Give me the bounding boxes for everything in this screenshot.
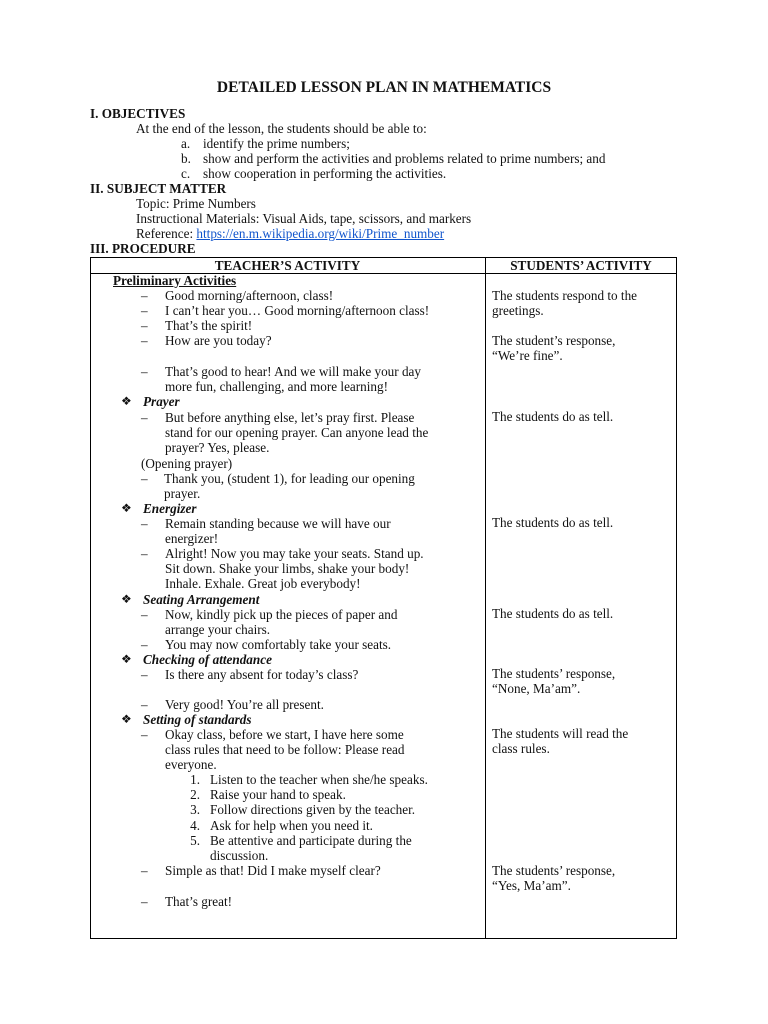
- objective-item-a: identify the prime numbers;: [203, 136, 350, 151]
- teacher-line: Very good! You’re all present.: [165, 697, 324, 712]
- students-activity-header: STUDENTS’ ACTIVITY: [510, 258, 652, 273]
- diamond-bullet-icon: ❖: [121, 592, 132, 606]
- rule-number: 1.: [190, 772, 200, 787]
- rule-text: Raise your hand to speak.: [210, 787, 346, 802]
- diamond-bullet-icon: ❖: [121, 652, 132, 666]
- subject-matter-heading: II. SUBJECT MATTER: [90, 181, 227, 196]
- teacher-line: But before anything else, let’s pray first. Please: [165, 410, 415, 425]
- student-line: greetings.: [492, 303, 544, 318]
- rule-text-continued: discussion.: [210, 848, 269, 863]
- student-line: The students’ response,: [492, 666, 616, 681]
- rule-number: 4.: [190, 818, 200, 833]
- teacher-line: prayer.: [164, 486, 201, 501]
- teacher-line: How are you today?: [165, 333, 272, 348]
- dash-bullet: –: [141, 318, 148, 333]
- teacher-line: Alright! Now you may take your seats. Stand up.: [165, 546, 424, 561]
- dash-bullet: –: [141, 863, 148, 878]
- teacher-line: That’s good to hear! And we will make your day: [165, 364, 421, 379]
- dash-bullet: –: [141, 410, 148, 425]
- topic-line: Topic: Prime Numbers: [136, 196, 256, 211]
- dash-bullet: –: [141, 471, 148, 486]
- student-line: class rules.: [492, 741, 550, 756]
- teacher-activity-header: TEACHER’S ACTIVITY: [214, 258, 361, 273]
- objective-marker-c: c.: [181, 166, 191, 181]
- teacher-line: Simple as that! Did I make myself clear?: [165, 863, 381, 878]
- teacher-line: arrange your chairs.: [165, 622, 271, 637]
- dash-bullet: –: [141, 667, 148, 682]
- student-line: “None, Ma’am”.: [492, 681, 581, 696]
- teacher-line: You may now comfortably take your seats.: [165, 637, 392, 652]
- teacher-line: prayer? Yes, please.: [165, 440, 270, 455]
- diamond-bullet-icon: ❖: [121, 712, 132, 726]
- objective-marker-b: b.: [181, 151, 191, 166]
- student-line: The students do as tell.: [492, 606, 614, 621]
- dash-bullet: –: [141, 894, 148, 909]
- diamond-bullet-icon: ❖: [121, 394, 132, 408]
- dash-bullet: –: [141, 516, 148, 531]
- preliminary-activities-heading: Preliminary Activities: [113, 273, 237, 288]
- student-line: The students’ response,: [492, 863, 616, 878]
- procedure-heading: III. PROCEDURE: [90, 241, 196, 256]
- teacher-line: stand for our opening prayer. Can anyone lead the: [165, 425, 429, 440]
- dash-bullet: –: [141, 607, 148, 622]
- rule-number: 2.: [190, 787, 200, 802]
- reference-line: [136, 226, 444, 241]
- checking-attendance-heading: Checking of attendance: [143, 652, 272, 667]
- teacher-line: everyone.: [165, 757, 217, 772]
- teacher-line: class rules that need to be follow: Please read: [165, 742, 405, 757]
- teacher-line: Is there any absent for today’s class?: [165, 667, 359, 682]
- page-title: DETAILED LESSON PLAN IN MATHEMATICS: [216, 79, 552, 96]
- seating-arrangement-heading: Seating Arrangement: [143, 592, 260, 607]
- rule-text: Ask for help when you need it.: [210, 818, 373, 833]
- dash-bullet: –: [141, 727, 148, 742]
- energizer-heading: Energizer: [143, 501, 197, 516]
- setting-standards-heading: Setting of standards: [143, 712, 252, 727]
- teacher-line: Thank you, (student 1), for leading our opening: [164, 471, 415, 486]
- dash-bullet: –: [141, 546, 148, 561]
- student-line: The students do as tell.: [492, 515, 614, 530]
- objectives-heading: I. OBJECTIVES: [90, 106, 186, 121]
- rule-text: Be attentive and participate during the: [210, 833, 412, 848]
- dash-bullet: –: [141, 333, 148, 348]
- teacher-line: That’s the spirit!: [165, 318, 253, 333]
- opening-prayer-note: (Opening prayer): [141, 456, 233, 471]
- teacher-line: more fun, challenging, and more learning!: [165, 379, 389, 394]
- objectives-intro: At the end of the lesson, the students should be able to:: [136, 121, 427, 136]
- teacher-line: I can’t hear you… Good morning/afternoon class!: [165, 303, 430, 318]
- table-column-divider: [485, 257, 486, 939]
- materials-line: Instructional Materials: Visual Aids, tape, scissors, and markers: [136, 211, 472, 226]
- teacher-line: Sit down. Shake your limbs, shake your body!: [165, 561, 410, 576]
- student-line: “We’re fine”.: [492, 348, 563, 363]
- reference-label: Reference:: [136, 226, 197, 241]
- reference-link[interactable]: https://en.m.wikipedia.org/wiki/Prime_number: [196, 226, 445, 241]
- student-line: The students will read the: [492, 726, 629, 741]
- diamond-bullet-icon: ❖: [121, 501, 132, 515]
- objective-item-c: show cooperation in performing the activities.: [203, 166, 447, 181]
- teacher-line: That’s great!: [165, 894, 233, 909]
- dash-bullet: –: [141, 364, 148, 379]
- teacher-line: Good morning/afternoon, class!: [165, 288, 334, 303]
- dash-bullet: –: [141, 637, 148, 652]
- objective-marker-a: a.: [181, 136, 191, 151]
- objective-item-b: show and perform the activities and problems related to prime numbers; and: [203, 151, 606, 166]
- teacher-line: Remain standing because we will have our: [165, 516, 391, 531]
- student-line: The student’s response,: [492, 333, 616, 348]
- teacher-line: Inhale. Exhale. Great job everybody!: [165, 576, 361, 591]
- teacher-line: Okay class, before we start, I have here some: [165, 727, 404, 742]
- rule-text: Follow directions given by the teacher.: [210, 802, 416, 817]
- dash-bullet: –: [141, 697, 148, 712]
- teacher-line: energizer!: [165, 531, 219, 546]
- dash-bullet: –: [141, 288, 148, 303]
- rule-number: 5.: [190, 833, 200, 848]
- student-line: The students do as tell.: [492, 409, 614, 424]
- student-line: The students respond to the: [492, 288, 638, 303]
- dash-bullet: –: [141, 303, 148, 318]
- rule-text: Listen to the teacher when she/he speaks.: [210, 772, 428, 787]
- rule-number: 3.: [190, 802, 200, 817]
- teacher-line: Now, kindly pick up the pieces of paper and: [165, 607, 398, 622]
- prayer-heading: Prayer: [143, 394, 180, 409]
- student-line: “Yes, Ma’am”.: [492, 878, 571, 893]
